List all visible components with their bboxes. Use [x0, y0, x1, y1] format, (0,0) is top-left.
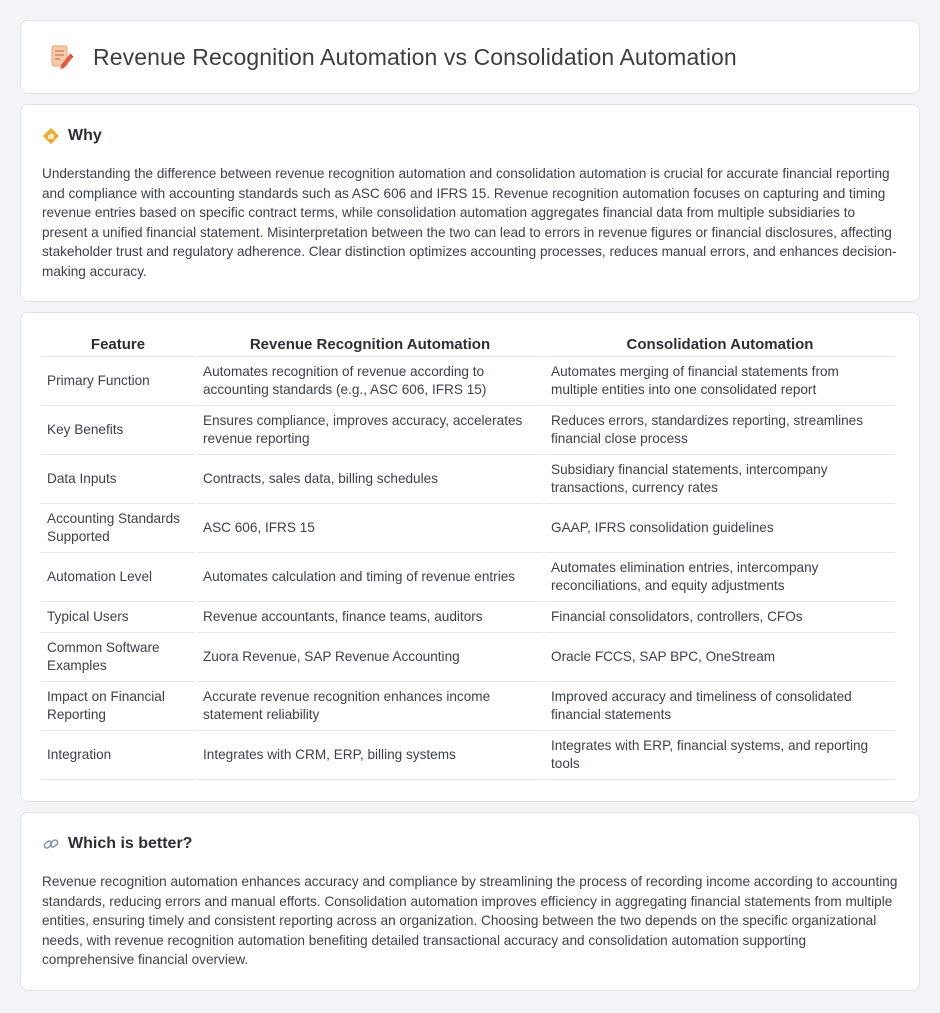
why-title: Why [68, 127, 102, 144]
table-row [41, 682, 895, 731]
revenue-cell: Accurate revenue recognition enhances income statement reliability [197, 682, 543, 731]
feature-cell: Common Software Examples [41, 633, 195, 682]
column-header: Consolidation Automation [545, 335, 895, 357]
document-pencil-icon [47, 43, 75, 71]
consolidation-cell: Oracle FCCS, SAP BPC, OneStream [545, 633, 895, 682]
revenue-cell: Ensures compliance, improves accuracy, accelerates revenue reporting [197, 406, 543, 455]
consolidation-cell: Improved accuracy and timeliness of consolidated financial statements [545, 682, 895, 731]
better-title: Which is better? [68, 835, 193, 852]
header-card [20, 20, 920, 94]
column-header: Revenue Recognition Automation [197, 335, 543, 357]
table-row [41, 504, 895, 553]
feature-cell: Data Inputs [41, 455, 195, 504]
consolidation-cell: Reduces errors, standardizes reporting, streamlines financial close process [545, 406, 895, 455]
revenue-cell: Revenue accountants, finance teams, auditors [197, 602, 543, 633]
feature-cell: Integration [41, 731, 195, 780]
table-row [41, 553, 895, 602]
table-header-row [41, 335, 895, 357]
feature-cell: Primary Function [41, 357, 195, 406]
revenue-cell: Contracts, sales data, billing schedules [197, 455, 543, 504]
diamond-signal-icon [42, 127, 60, 145]
better-header [42, 835, 898, 853]
revenue-cell: Automates calculation and timing of revenue entries [197, 553, 543, 602]
feature-cell: Typical Users [41, 602, 195, 633]
consolidation-cell: Automates elimination entries, intercompany reconciliations, and equity adjustments [545, 553, 895, 602]
table-row [41, 455, 895, 504]
consolidation-cell: Financial consolidators, controllers, CFOs [545, 602, 895, 633]
table-row [41, 633, 895, 682]
comparison-section [20, 312, 920, 802]
why-text: Understanding the difference between revenue recognition automation and consolidation automation is crucial for accurate financial reporting and compliance with accounting standards such as ASC 606 and IFRS 15. Revenue recognition automation focuses on capturing and timing revenue entries based on specific contract terms, while consolidation automation aggregates financial data from multiple subsidiaries to present a unified financial statement. Misinterpretation between the two can lead to errors in revenue figures or financial disclosures, affecting stakeholder trust and regulatory adherence. Clear distinction optimizes accounting processes, reduces manual errors, and enhances decision-making accuracy. [42, 166, 897, 279]
table-row [41, 357, 895, 406]
revenue-cell: Automates recognition of revenue according to accounting standards (e.g., ASC 606, IFRS 15) [197, 357, 543, 406]
table-row [41, 731, 895, 780]
page-title: Revenue Recognition Automation vs Consolidation Automation [93, 43, 737, 70]
why-header [42, 127, 898, 145]
column-header: Feature [41, 335, 195, 357]
which-better-section [20, 812, 920, 991]
consolidation-cell: Integrates with ERP, financial systems, and reporting tools [545, 731, 895, 780]
revenue-cell: ASC 606, IFRS 15 [197, 504, 543, 553]
consolidation-cell: Automates merging of financial statements from multiple entities into one consolidated report [545, 357, 895, 406]
feature-cell: Impact on Financial Reporting [41, 682, 195, 731]
link-icon [42, 835, 60, 853]
table-row [41, 406, 895, 455]
comparison-table [39, 335, 897, 780]
feature-cell: Automation Level [41, 553, 195, 602]
why-section [20, 104, 920, 302]
table-row [41, 602, 895, 633]
revenue-cell: Integrates with CRM, ERP, billing systems [197, 731, 543, 780]
feature-cell: Key Benefits [41, 406, 195, 455]
revenue-cell: Zuora Revenue, SAP Revenue Accounting [197, 633, 543, 682]
feature-cell: Accounting Standards Supported [41, 504, 195, 553]
better-text: Revenue recognition automation enhances accuracy and compliance by streamlining the process of recording income according to accounting standards, reducing errors and manual efforts. Consolidation automation improves efficiency in aggregating financial statements from multiple entities, ensuring timely and consistent reporting across an organization. Choosing between the two depends on the specific organizational needs, with revenue recognition automation benefiting detailed transactional accuracy and consolidation automation supporting comprehensive financial overview. [42, 874, 898, 967]
consolidation-cell: GAAP, IFRS consolidation guidelines [545, 504, 895, 553]
consolidation-cell: Subsidiary financial statements, intercompany transactions, currency rates [545, 455, 895, 504]
